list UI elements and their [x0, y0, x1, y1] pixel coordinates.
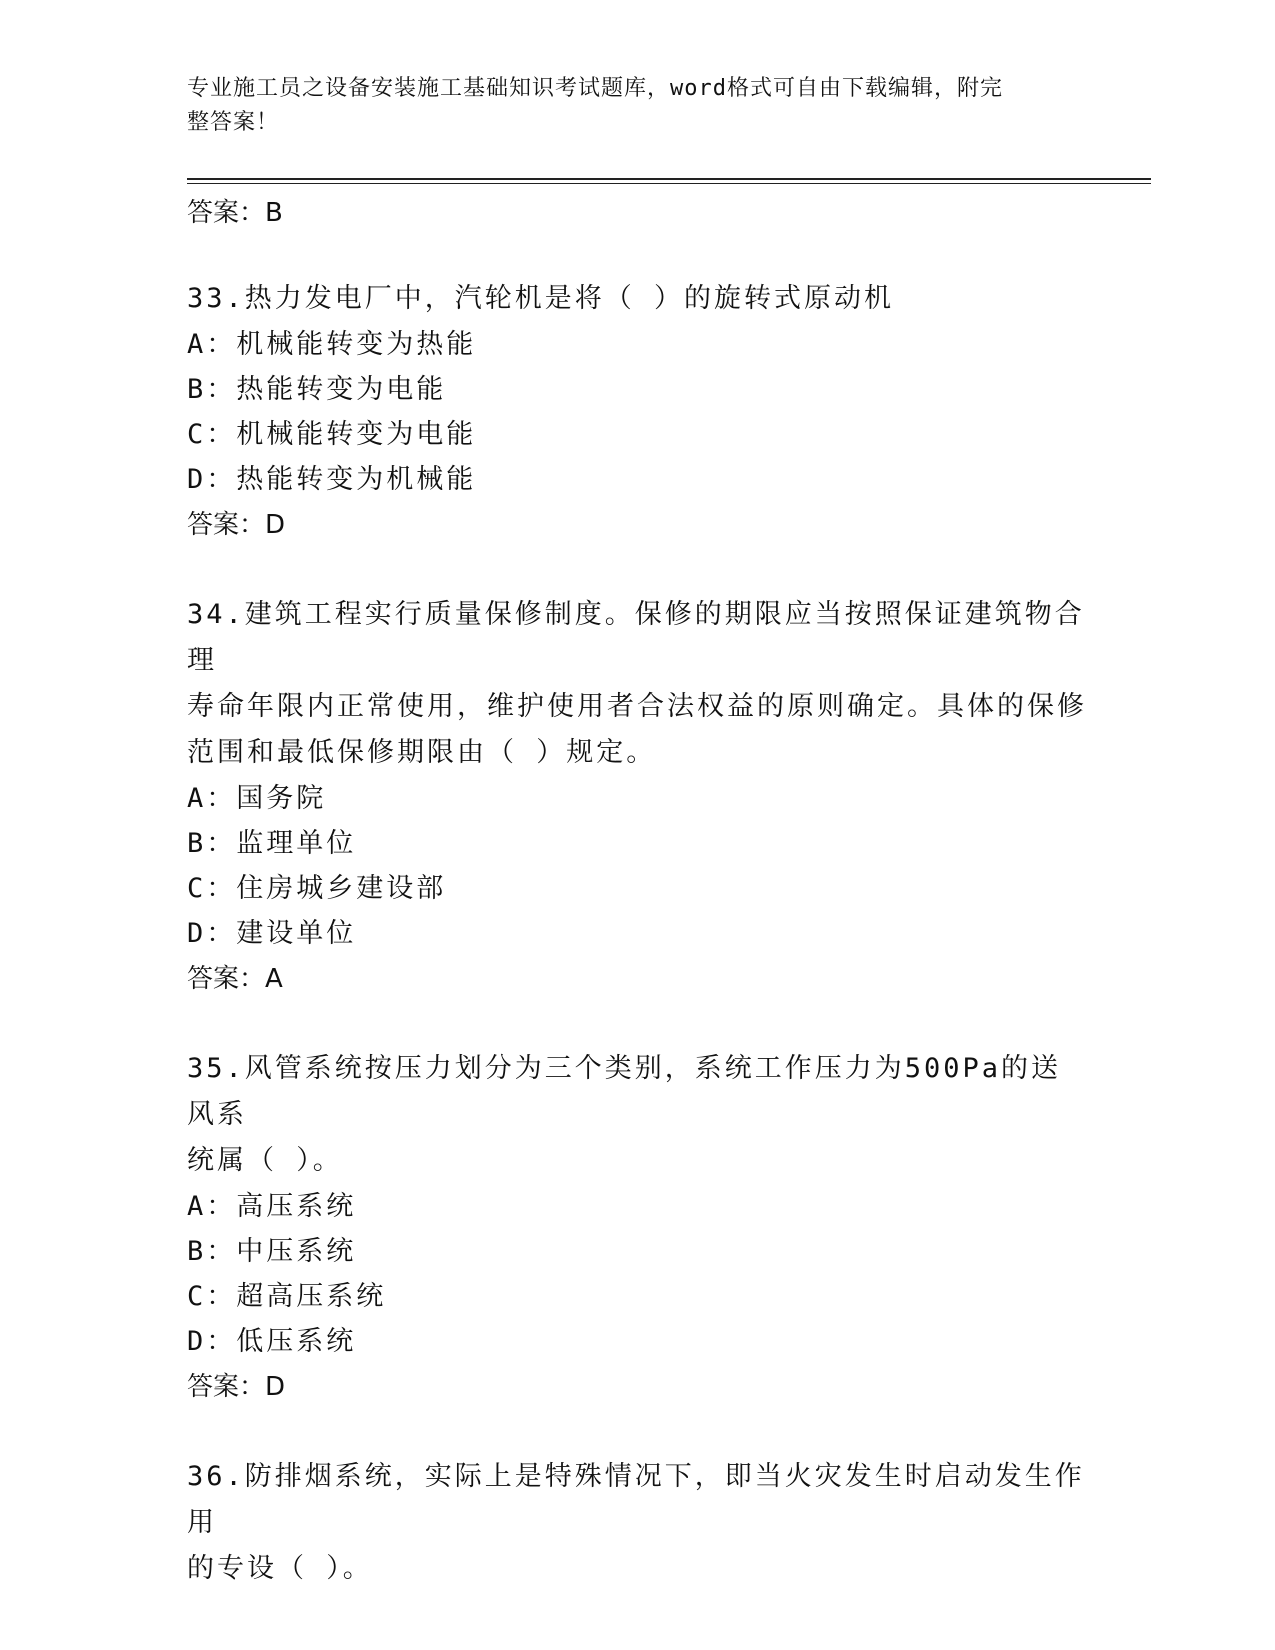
question-text-line: 35.风管系统按压力划分为三个类别，系统工作压力为500Pa的送风系: [187, 1053, 1062, 1130]
previous-answer: 答案：B: [187, 198, 283, 228]
option-a: A：高压系统: [187, 1191, 357, 1222]
option-b: B：中压系统: [187, 1236, 357, 1267]
answer: 答案：A: [187, 964, 283, 994]
answer: 答案：D: [187, 1372, 286, 1402]
option-d: D：建设单位: [187, 918, 357, 949]
header-line-2: 整答案！: [187, 110, 280, 135]
question-34: [187, 592, 1087, 1002]
option-c: C：超高压系统: [187, 1281, 387, 1312]
document-header: [187, 72, 1067, 140]
question-33: [187, 276, 1087, 548]
option-d: D：低压系统: [187, 1326, 357, 1357]
option-c: C：机械能转变为电能: [187, 419, 477, 450]
question-text-line: 范围和最低保修期限由（ ）规定。: [187, 737, 657, 768]
question-36: [187, 1454, 1087, 1592]
question-text-line: 的专设（ ）。: [187, 1553, 373, 1584]
header-divider: [187, 178, 1151, 180]
header-line-1: 专业施工员之设备安装施工基础知识考试题库，word格式可自由下载编辑，附完: [187, 76, 1003, 101]
question-text-line: 寿命年限内正常使用，维护使用者合法权益的原则确定。具体的保修: [187, 691, 1087, 722]
document-body: [187, 190, 1087, 1592]
option-b: B：热能转变为电能: [187, 374, 447, 405]
question-text-line: 36.防排烟系统，实际上是特殊情况下，即当火灾发生时启动发生作用: [187, 1461, 1085, 1538]
header-divider-thin: [187, 183, 1151, 184]
question-35: [187, 1046, 1087, 1410]
option-a: A：国务院: [187, 783, 327, 814]
question-text-line: 33.热力发电厂中，汽轮机是将（ ）的旋转式原动机: [187, 283, 895, 314]
answer: 答案：D: [187, 510, 286, 540]
question-text-line: 34.建筑工程实行质量保修制度。保修的期限应当按照保证建筑物合理: [187, 599, 1085, 676]
option-a: A：机械能转变为热能: [187, 329, 477, 360]
option-d: D：热能转变为机械能: [187, 464, 477, 495]
option-c: C：住房城乡建设部: [187, 873, 447, 904]
question-text-line: 统属（ ）。: [187, 1145, 343, 1176]
option-b: B：监理单位: [187, 828, 357, 859]
